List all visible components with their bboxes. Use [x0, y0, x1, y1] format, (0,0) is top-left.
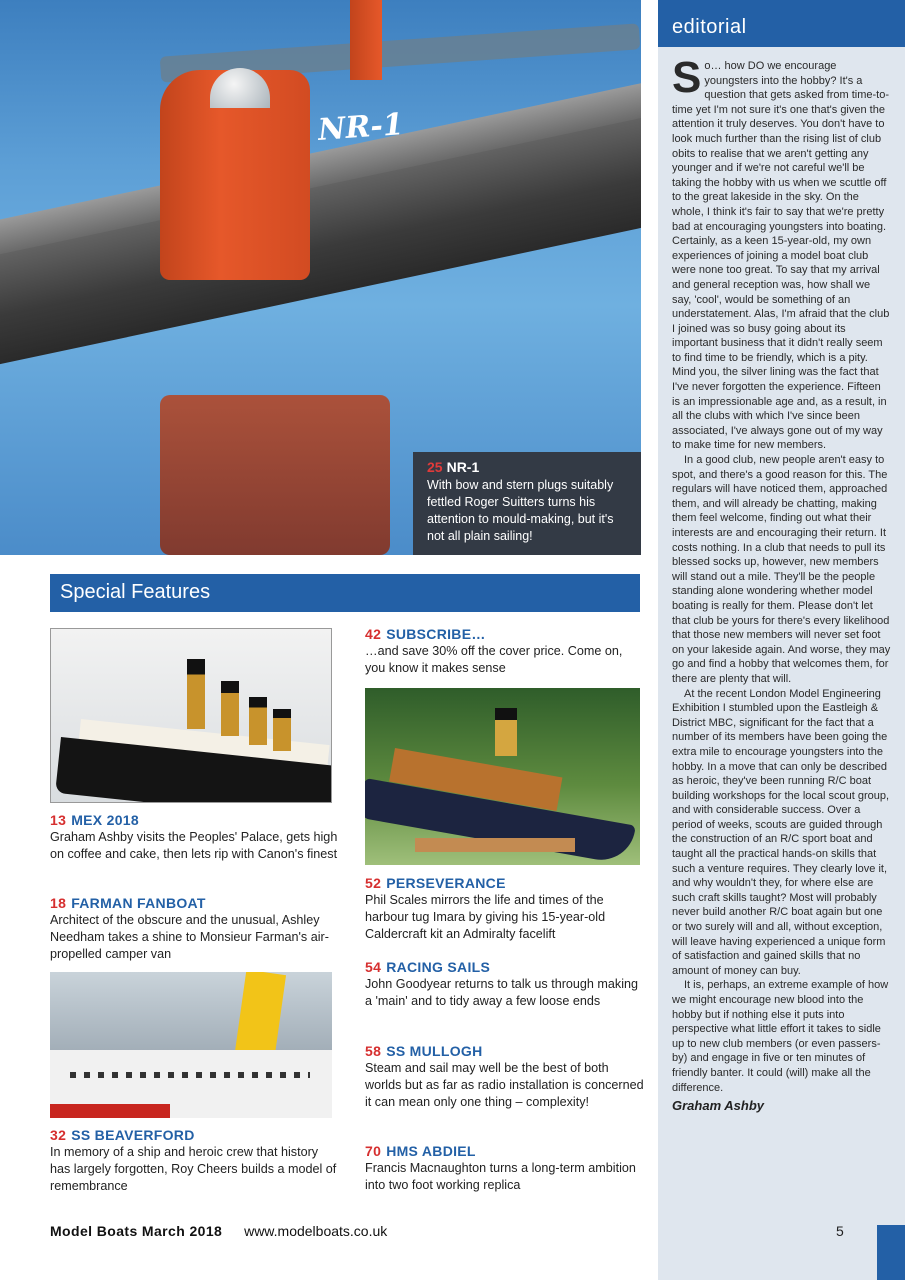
feature-item-racing-sails[interactable]: [365, 959, 645, 1010]
editorial-body: [658, 47, 905, 1095]
tower-lettering: NR-1: [316, 107, 405, 148]
feature-title: PERSEVERANCE: [386, 875, 506, 891]
editorial-paragraph: So… how DO we encourage youngsters into the hobby? It's a question that gets asked from time-to-time yet I'm not sure it's one that's given the attention it truly deserves. You don't have to look much further than the rising list of club obits to realise that we aren't getting any younger and if we're not careful we'll be taking the hobby with us when we scuttle off to the great lakeside in the sky. On the whole, I think it's fair to say that we're pretty bad at encouraging youngsters into boating. Certainly, as a keen 15-year-old, my own experiences of joining a model boat club were none too great. To say that my arrival and general reception was, how shall we say, 'cool', would be something of an understatement. Alas, I'm afraid that the club I joined was so busy going about its important business that it didn't really seem to find time to be friendly, which is a pity. Mind you, the silver lining was the fact that I've never forgotten the experience. Fifteen is an impressionable age and, as a result, in all the clubs with which I've since been associated, I've always gone out of my way to make time for new members.: [672, 53, 890, 452]
feature-item-hms-abdiel[interactable]: [365, 1143, 645, 1194]
feature-text: Phil Scales mirrors the life and times of the harbour tug Imara by giving his 15-year-old Caldercraft kit an Admiralty facelift: [365, 893, 606, 941]
feature-title: SS BEAVERFORD: [71, 1127, 195, 1143]
feature-item-ss-mullogh[interactable]: [365, 1043, 645, 1111]
page-number: 5: [836, 1223, 844, 1239]
caption-heading: [427, 459, 627, 475]
feature-title: MEX 2018: [71, 812, 139, 828]
editorial-paragraph: At the recent London Model Engineering Exhibition I stumbled upon the Eastleigh & District MBC, significant for the fact that a number of its members have been going the extra mile to encourage youngsters into the hobby. In a move that can only be described as heroic, they've been running R/C boat building workshops for the local scout group, and with considerable success. Over a period of weeks, scouts are guided through the construction of an R/C sport boat and taught all the practical hands-on skills that such a venture requires. They clearly love it, and why wouldn't they, for where else are such craft skills taught? Most will probably never build another R/C boat again but one or two surely will and all, without exception, will leave having experienced a unique form of satisfaction and gained skills that no amount of money can buy.: [672, 687, 890, 977]
special-features-heading: Special Features: [50, 574, 640, 612]
feature-page-number: 18: [50, 895, 67, 911]
feature-page-number: 13: [50, 812, 67, 828]
drop-cap: S: [672, 53, 702, 102]
feature-title: SS MULLOGH: [386, 1043, 483, 1059]
submarine-mast: [350, 0, 382, 80]
editorial-signature: Graham Ashby: [672, 1098, 764, 1114]
feature-text: Graham Ashby visits the Peoples' Palace, gets high on coffee and cake, then lets rip with Canon's finest: [50, 830, 338, 861]
editorial-column: [658, 0, 905, 1280]
feature-text: Architect of the obscure and the unusual, Ashley Needham takes a shine to Monsieur Farman's air-propelled camper van: [50, 913, 329, 961]
feature-text: Francis Macnaughton turns a long-term ambition into two foot working replica: [365, 1161, 636, 1192]
hero-photo-nr1: [0, 0, 641, 555]
caption-page-number: 25: [427, 459, 443, 475]
photo-ss-beaverford[interactable]: [50, 972, 332, 1118]
photo-perseverance[interactable]: [365, 688, 640, 865]
feature-page-number: 42: [365, 626, 382, 642]
feature-title: SUBSCRIBE…: [386, 626, 486, 642]
photo-mex-2018[interactable]: [50, 628, 332, 803]
feature-page-number: 32: [50, 1127, 67, 1143]
feature-page-number: 58: [365, 1043, 382, 1059]
feature-item-perseverance[interactable]: [365, 875, 645, 943]
editorial-paragraph: In a good club, new people aren't easy to spot, and there's a good reason for this. The regulars will have noticed them, approached them, and will already be chatting, making them feel welcome, finding out what their interests are and encouraging their return. It costs nothing. In a club that needs to pull its blessed socks up, however, new members will stand out a mile. They'll be the people standing alone wondering whether model boating is really for them. Please don't let that club be yours for there's every likelihood that those new members will never set foot on your lakeside again. And worse, they may go and find a hobby that welcomes them, for there are plenty that will.: [672, 454, 891, 685]
feature-page-number: 52: [365, 875, 382, 891]
magazine-issue: Model Boats March 2018: [50, 1223, 223, 1239]
feature-title: RACING SAILS: [386, 959, 491, 975]
feature-item-subscribe[interactable]: [365, 626, 645, 677]
feature-text: …and save 30% off the cover price. Come on, you know it makes sense: [365, 644, 623, 675]
feature-title: FARMAN FANBOAT: [71, 895, 206, 911]
feature-item-ss-beaverford[interactable]: [50, 1127, 340, 1195]
editorial-heading: editorial: [658, 0, 905, 47]
feature-text: Steam and sail may well be the best of both worlds but as far as radio installation is concerned it can mean only one thing – complexity!: [365, 1061, 644, 1109]
feature-text: In memory of a ship and heroic crew that history has largely forgotten, Roy Cheers builds a model of remembrance: [50, 1145, 337, 1193]
page-footer: [50, 1223, 387, 1239]
website-link[interactable]: www.modelboats.co.uk: [244, 1223, 388, 1239]
feature-page-number: 70: [365, 1143, 382, 1159]
editorial-paragraph: It is, perhaps, an extreme example of how we might encourage new blood into the hobby but if nothing else it puts into perspective what little effort it takes to sidle up to new club members (or even passers-by) and engage in five or ten minutes of friendly banter. It could (will) make all the difference.: [672, 979, 889, 1094]
feature-title: HMS ABDIEL: [386, 1143, 476, 1159]
page-tab-marker: [877, 1225, 905, 1280]
feature-item-mex-2018[interactable]: [50, 812, 340, 863]
feature-text: John Goodyear returns to talk us through making a 'main' and to tidy away a few loose ends: [365, 977, 639, 1008]
caption-title: NR-1: [446, 459, 480, 475]
feature-item-farman-fanboat[interactable]: [50, 895, 340, 963]
feature-page-number: 54: [365, 959, 382, 975]
tower-reflection: [160, 395, 390, 555]
hero-caption[interactable]: [413, 452, 641, 555]
caption-text: With bow and stern plugs suitably fettled Roger Suitters turns his attention to mould-making, but it's not all plain sailing!: [427, 478, 614, 543]
